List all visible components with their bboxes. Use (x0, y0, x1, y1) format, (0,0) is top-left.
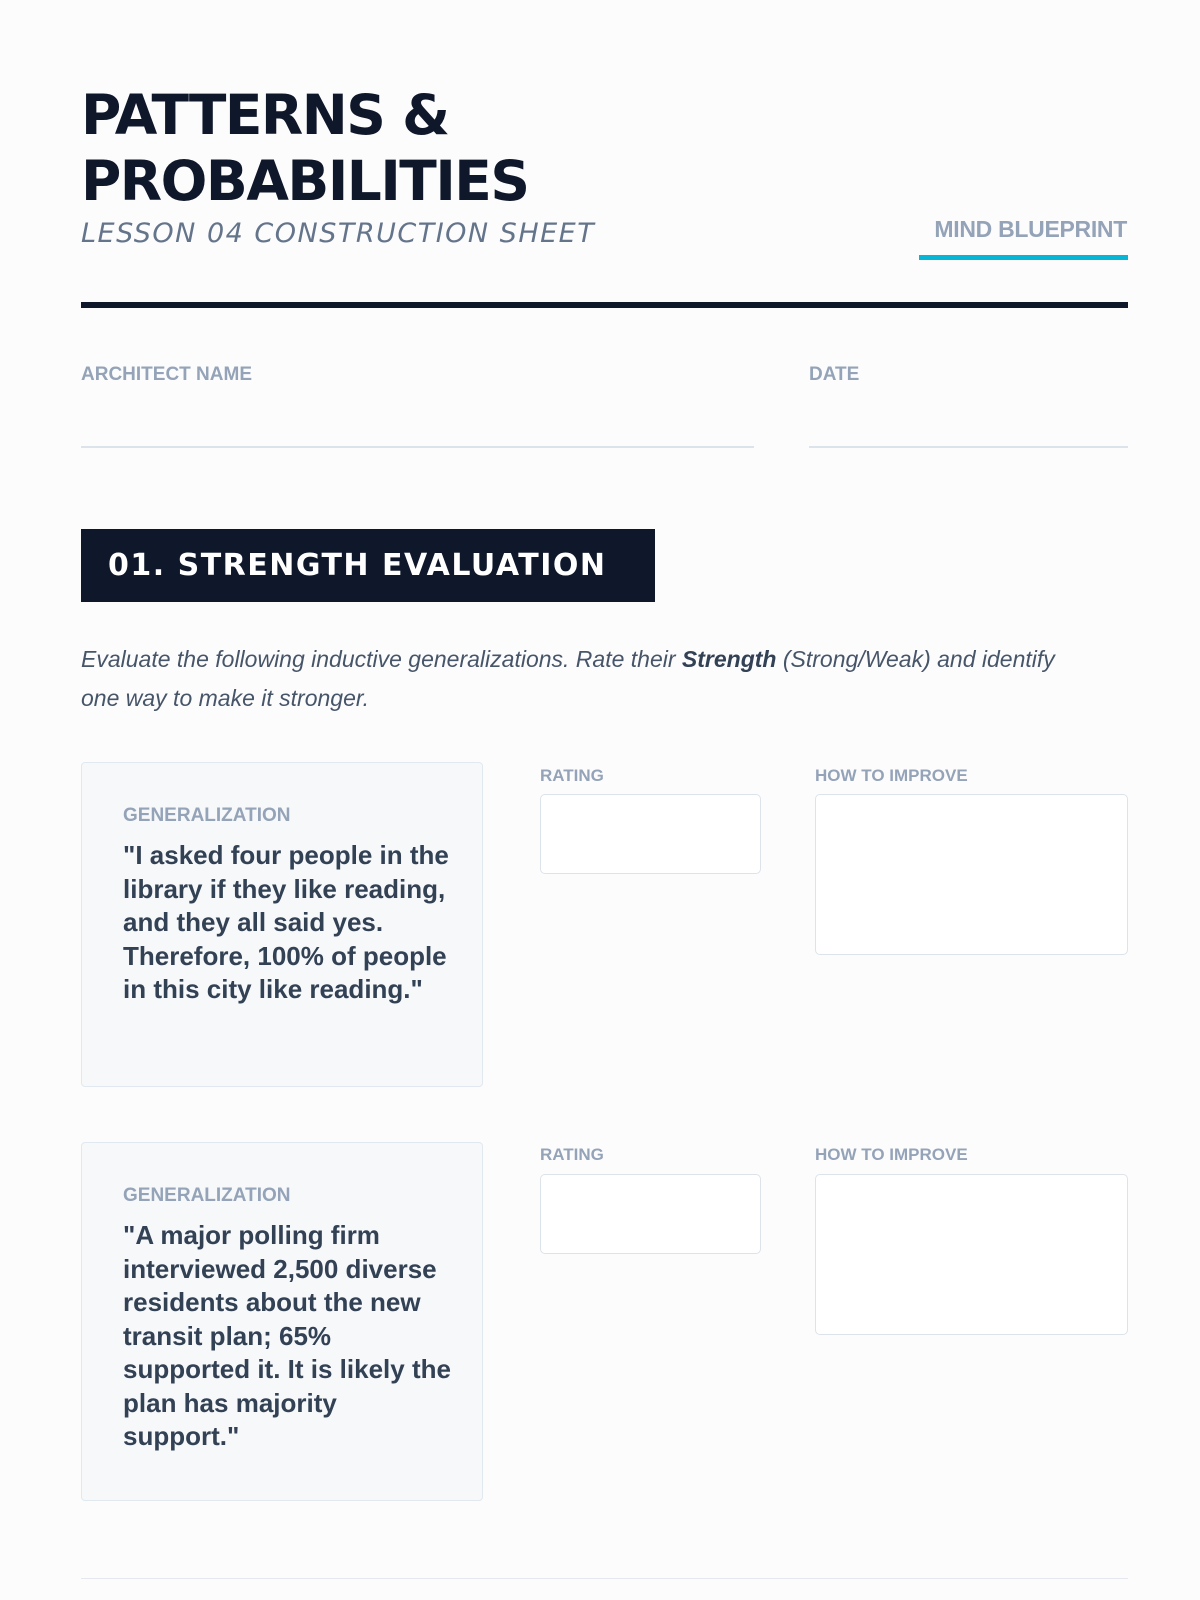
how-to-improve-label: HOW TO IMPROVE (815, 1145, 968, 1164)
generalization-label: GENERALIZATION (123, 1185, 291, 1206)
title-line-1: PATTERNS & (81, 83, 449, 147)
worksheet-page (81, 0, 1128, 1600)
generalization-card (81, 1142, 483, 1501)
instructions-text-start: Evaluate the following inductive generalizations. Rate their (81, 646, 682, 672)
brand-label: MIND BLUEPRINT (919, 216, 1128, 260)
section-divider (81, 1578, 1128, 1579)
how-to-improve-input[interactable] (815, 794, 1128, 955)
rating-label: RATING (540, 766, 604, 785)
generalization-card (81, 762, 483, 1087)
generalization-label: GENERALIZATION (123, 805, 291, 826)
how-to-improve-input[interactable] (815, 1174, 1128, 1335)
architect-name-label: ARCHITECT NAME (81, 364, 252, 385)
section-instructions (81, 640, 1081, 718)
generalization-text: "I asked four people in the library if they like reading, and they all said yes. Therefore, 100% of people in this city like reading." (123, 840, 449, 1004)
how-to-improve-label: HOW TO IMPROVE (815, 766, 968, 785)
title-line-2: PROBABILITIES (81, 149, 529, 213)
rating-input[interactable] (540, 794, 761, 874)
architect-name-field[interactable] (81, 446, 754, 448)
date-field[interactable] (809, 446, 1128, 448)
header-divider (81, 302, 1128, 308)
instructions-emphasis: Strength (681, 646, 777, 672)
instructions-text-end: (Strong/Weak) and identify one way to make it stronger. (81, 646, 1055, 711)
rating-input[interactable] (540, 1174, 761, 1254)
rating-label: RATING (540, 1145, 604, 1164)
page-title (81, 82, 781, 214)
lesson-subtitle: LESSON 04 CONSTRUCTION SHEET (81, 218, 596, 249)
date-label: DATE (809, 364, 860, 385)
generalization-text: "A major polling firm interviewed 2,500 diverse residents about the new transit plan; 65% supported it. It is likely the plan has majority support." (123, 1220, 451, 1451)
section-heading: 01. STRENGTH EVALUATION (81, 529, 655, 602)
